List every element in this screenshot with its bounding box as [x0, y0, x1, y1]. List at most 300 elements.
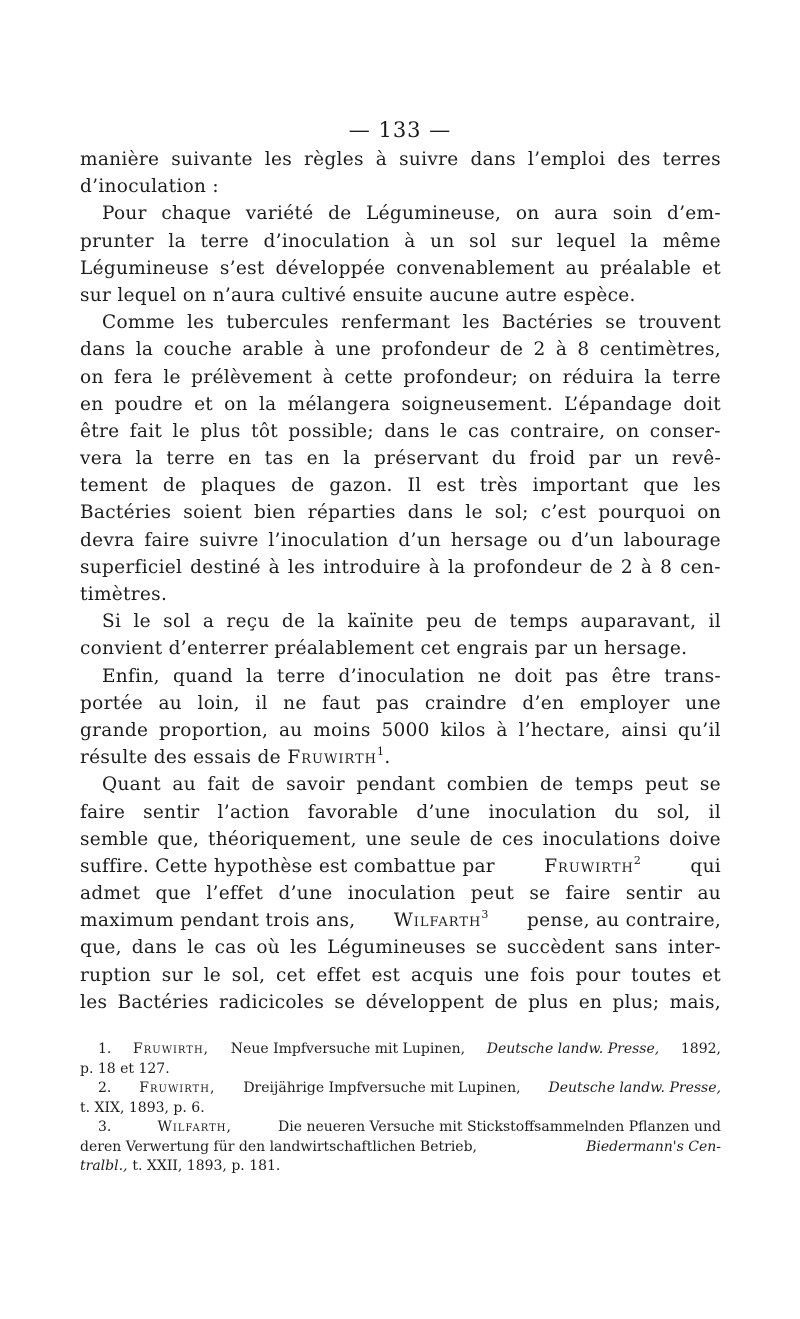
word: savoir	[286, 774, 345, 796]
footnote-journal: Deutsche landw. Presse,	[486, 1041, 660, 1057]
word: vera	[80, 448, 123, 470]
word: ne	[283, 692, 307, 714]
word: terres	[662, 149, 721, 170]
word: toutes	[631, 964, 692, 986]
word: semble	[80, 828, 149, 850]
word: on	[224, 393, 248, 415]
word: le	[133, 611, 151, 633]
word: suivante	[171, 149, 253, 170]
word: sentir	[625, 883, 683, 905]
word: devra	[80, 529, 135, 551]
word: gazon.	[329, 475, 393, 497]
word: de	[473, 611, 498, 633]
author-name-text: Fruwirth	[544, 855, 634, 877]
word: L’épandage	[564, 393, 673, 415]
word: labourage	[623, 529, 721, 551]
author-name	[287, 744, 390, 771]
word: terre	[166, 448, 215, 470]
word: doive	[669, 828, 721, 850]
word: proportion,	[158, 719, 269, 741]
word: on	[697, 502, 721, 524]
word: cet	[276, 964, 306, 986]
word: Il	[407, 475, 422, 497]
word: d’une	[278, 883, 333, 905]
word: un	[634, 448, 659, 470]
word: le	[187, 937, 205, 959]
word: la	[644, 366, 663, 388]
word: théoriquement,	[207, 828, 357, 850]
word: les	[287, 556, 316, 578]
footnote-1-cont	[80, 1060, 721, 1080]
footnote-pages: t. XIX, 1893, p. 6.	[80, 1099, 205, 1116]
word: poudre	[114, 393, 183, 415]
word: Comme	[102, 312, 175, 334]
word: on	[528, 366, 553, 388]
word: mais,	[669, 991, 721, 1013]
word: terre	[672, 366, 721, 388]
word: le	[163, 366, 181, 388]
word: une	[335, 339, 372, 361]
word: cas	[467, 420, 500, 442]
text-line	[80, 690, 721, 717]
word: Bactéries	[501, 312, 594, 334]
word: par	[588, 448, 622, 470]
word: 2	[620, 556, 633, 578]
word: cas	[214, 937, 247, 959]
word: trouvent	[638, 312, 721, 334]
word: la	[246, 665, 264, 687]
word: portée	[80, 692, 143, 714]
word: d’en	[522, 692, 565, 714]
word: Pour	[102, 203, 147, 225]
word: pendant	[356, 774, 436, 796]
word: dans	[131, 937, 178, 959]
footnote-3	[80, 1118, 721, 1138]
word: de	[251, 774, 275, 796]
text-line	[80, 472, 721, 499]
word: pas	[565, 665, 599, 687]
word: que,	[157, 828, 200, 850]
word: inoculation	[347, 883, 456, 905]
word: ne	[477, 665, 502, 687]
word: on	[80, 366, 104, 388]
footnote-author: Fruwirth,	[133, 1041, 210, 1057]
word: une	[483, 964, 520, 986]
footnote-number: 3.	[98, 1119, 112, 1135]
word: tubercules	[226, 312, 329, 334]
text-line	[80, 336, 721, 363]
text-line	[80, 309, 721, 336]
text-line	[80, 255, 721, 282]
footnote-3-cont	[80, 1157, 721, 1177]
word: mélangera	[287, 393, 391, 415]
word: Enfin,	[102, 665, 160, 687]
word: faire	[565, 883, 611, 905]
word: Quant	[102, 774, 161, 796]
word: fera	[114, 366, 153, 388]
word: pourquoi	[598, 502, 686, 524]
text-line: convient d’enterrer préalablement cet engrais par un hersage.	[80, 638, 688, 660]
word: le	[203, 964, 222, 986]
word: la	[630, 230, 649, 252]
main-text	[80, 146, 721, 1016]
word: est	[371, 964, 401, 986]
word: à	[268, 556, 281, 578]
footnote-pages: t. XXII, 1893, p. 181.	[132, 1158, 281, 1174]
word: Si	[102, 611, 122, 633]
footnote-1	[80, 1040, 721, 1060]
word: être	[80, 420, 120, 442]
word: de	[494, 991, 518, 1013]
footnote-ref: 1	[377, 745, 385, 759]
word: suivre	[199, 529, 259, 551]
word: en	[228, 448, 252, 470]
word: se	[529, 883, 551, 905]
word: au	[158, 692, 182, 714]
word: on	[515, 203, 540, 225]
word: destiné	[190, 556, 261, 578]
text-segment: qui	[690, 855, 721, 877]
text-segment: suffire. Cette hypothèse est combattue par	[80, 855, 495, 877]
word: à	[404, 230, 416, 252]
word: introduire	[323, 556, 421, 578]
word: possible;	[288, 420, 374, 442]
word: plus	[528, 991, 569, 1013]
word: kilos	[440, 719, 486, 741]
word: de	[291, 475, 315, 497]
word: que,	[80, 937, 122, 959]
footnote-3-cont	[80, 1138, 721, 1158]
word: Bactéries	[80, 502, 172, 524]
word: trans-	[664, 665, 721, 687]
word: est	[436, 475, 465, 497]
word: inter-	[667, 937, 721, 959]
word: très	[479, 475, 518, 497]
word: l’action	[217, 801, 290, 823]
footnote-title: Die neueren Versuche mit Stickstoffsammelnden Pflanzen und	[278, 1119, 721, 1135]
word: radicicoles	[219, 991, 325, 1013]
word: faut	[322, 692, 361, 714]
word: réduira	[562, 366, 635, 388]
word: la	[168, 230, 186, 252]
word: fait	[129, 420, 163, 442]
word: peu	[426, 611, 462, 633]
word: kaïnite	[347, 611, 414, 633]
footnote-pages: p. 18 et 127.	[80, 1060, 170, 1077]
word: bien	[253, 502, 296, 524]
word: l’effet	[206, 883, 264, 905]
text-line	[80, 146, 721, 173]
word: pas	[376, 692, 410, 714]
word: plus;	[612, 991, 660, 1013]
author-name-text: Fruwirth	[287, 747, 378, 769]
word: le	[440, 420, 458, 442]
word: dans	[384, 420, 430, 442]
word: les	[80, 991, 108, 1013]
word: être	[611, 665, 652, 687]
word: dans	[407, 502, 454, 524]
word: à	[640, 556, 653, 578]
word: à	[322, 366, 334, 388]
author-name	[544, 853, 641, 880]
word: employer	[579, 692, 670, 714]
page-number: — 133 —	[348, 118, 452, 142]
word: peut	[645, 774, 689, 796]
word: à	[313, 339, 326, 361]
word: loin,	[197, 692, 240, 714]
word: couche	[163, 339, 232, 361]
word: les	[693, 475, 721, 497]
word: revê-	[672, 448, 721, 470]
word: d’inoculation	[338, 665, 465, 687]
word: la	[258, 393, 277, 415]
word: reçu	[226, 611, 270, 633]
word: doit	[514, 665, 553, 687]
text-segment: résulte des essais de	[80, 747, 281, 769]
word: au	[565, 257, 590, 279]
word: et	[194, 393, 214, 415]
word: profondeur	[381, 339, 490, 361]
word: froid	[529, 448, 576, 470]
word: profondeur	[473, 556, 582, 578]
word: s’est	[219, 257, 265, 279]
word: de	[469, 828, 494, 850]
word: d’em-	[666, 203, 721, 225]
word: 5000	[381, 719, 430, 741]
text-line	[80, 717, 721, 744]
word: la	[317, 611, 336, 633]
word: quand	[172, 665, 233, 687]
text-line	[80, 934, 721, 961]
text-line	[80, 445, 721, 472]
word: d’un	[398, 529, 442, 551]
word: ruption	[80, 964, 152, 986]
word: soin	[612, 203, 653, 225]
text-line	[80, 880, 721, 907]
word: qu’il	[677, 719, 721, 741]
word: terre	[200, 230, 249, 252]
word: effet	[316, 964, 361, 986]
word: sol,	[231, 964, 266, 986]
footnote-journal: Deutsche landw. Presse,	[548, 1080, 721, 1096]
word: tas	[264, 448, 294, 470]
word: sol	[163, 611, 191, 633]
text-segment: pense, au contraire,	[526, 910, 721, 932]
word: seule	[410, 828, 461, 850]
footnote-number: 1.	[98, 1041, 112, 1057]
word: craindre	[424, 692, 507, 714]
word: de	[162, 475, 187, 497]
word: à	[496, 719, 508, 741]
text-line	[80, 418, 721, 445]
word: où	[256, 937, 281, 959]
word: soigneusement.	[401, 393, 554, 415]
word: une	[685, 692, 721, 714]
word: aura	[554, 203, 599, 225]
word: au	[172, 774, 196, 796]
word: acquis	[410, 964, 474, 986]
word: grande	[80, 719, 149, 741]
word: suivre	[399, 149, 459, 170]
word: a	[202, 611, 215, 633]
word: succèdent	[506, 937, 605, 959]
word: moins	[313, 719, 371, 741]
word: en	[578, 991, 603, 1013]
word: et	[702, 257, 721, 279]
word: d’une	[416, 801, 471, 823]
word: convenablement	[396, 257, 555, 279]
word: développée	[275, 257, 386, 279]
text-line	[80, 826, 721, 853]
word: se	[475, 937, 497, 959]
word: terre	[276, 665, 326, 687]
word: de	[540, 774, 564, 796]
text-line: d’inoculation :	[80, 176, 219, 198]
word: fait	[207, 774, 240, 796]
word: il	[255, 692, 268, 714]
word: variété	[245, 203, 314, 225]
word: sol	[469, 230, 497, 252]
word: cette	[344, 366, 393, 388]
word: de	[281, 611, 306, 633]
word: les	[264, 149, 292, 170]
text-line	[80, 554, 721, 581]
word: des	[617, 149, 651, 170]
word: prunter	[80, 230, 154, 252]
word: au	[697, 883, 721, 905]
text-line	[80, 744, 721, 771]
word: les	[289, 937, 318, 959]
word: la	[447, 556, 466, 578]
word: doit	[683, 393, 721, 415]
word: développent	[365, 991, 485, 1013]
word: c’est	[540, 502, 587, 524]
word: Bactéries	[117, 991, 209, 1013]
footnote-number: 2.	[98, 1080, 112, 1096]
word: inoculation	[488, 801, 597, 823]
word: hersage	[450, 529, 529, 551]
word: un	[430, 230, 455, 252]
word: ainsi	[621, 719, 668, 741]
text-line	[80, 499, 721, 526]
word: du	[614, 801, 639, 823]
word: que	[155, 883, 192, 905]
text-line	[80, 527, 721, 554]
footnotes	[80, 1040, 721, 1177]
word: profondeur;	[403, 366, 519, 388]
word: soient	[183, 502, 242, 524]
word: sentir	[143, 801, 200, 823]
text-line	[80, 962, 721, 989]
word: peut	[470, 883, 515, 905]
word: sol;	[494, 502, 529, 524]
word: on	[615, 420, 640, 442]
word: le	[465, 502, 483, 524]
word: favorable	[307, 801, 399, 823]
word: sans	[614, 937, 658, 959]
text-line	[80, 391, 721, 418]
word: l’inoculation	[268, 529, 389, 551]
word: l’hectare,	[518, 719, 611, 741]
word: il	[708, 801, 721, 823]
word: 2	[533, 339, 546, 361]
word: que	[643, 475, 679, 497]
word: d’un	[571, 529, 614, 551]
word: faire	[144, 529, 190, 551]
word: dans	[470, 149, 516, 170]
word: se	[605, 312, 627, 334]
footnote-journal: tralbl.,	[80, 1158, 128, 1174]
text-segment: maximum pendant trois ans,	[80, 910, 356, 932]
word: temps	[574, 774, 634, 796]
word: l’emploi	[527, 149, 606, 170]
word: centimètres,	[599, 339, 721, 361]
word: tôt	[251, 420, 279, 442]
word: arable	[242, 339, 304, 361]
word: la	[343, 448, 361, 470]
word: renfermant	[341, 312, 451, 334]
author-name-text: Wilfarth	[393, 910, 482, 932]
word: il	[708, 611, 721, 633]
word: temps	[509, 611, 569, 633]
word: réparties	[307, 502, 396, 524]
word: de	[328, 203, 352, 225]
word: inoculations	[542, 828, 661, 850]
text-line	[80, 799, 721, 826]
word: 8	[660, 556, 673, 578]
word: le	[172, 420, 190, 442]
word: lequel	[556, 230, 617, 252]
word: au	[278, 719, 303, 741]
word: fois	[530, 964, 565, 986]
word: les	[186, 312, 215, 334]
word: de	[499, 339, 524, 361]
word: Légumineuses	[327, 937, 466, 959]
text-line	[80, 228, 721, 255]
word: du	[491, 448, 517, 470]
word: conser-	[649, 420, 721, 442]
text-line	[80, 989, 721, 1016]
word: manière	[80, 149, 160, 170]
word: préalable	[600, 257, 692, 279]
word: règles	[303, 149, 364, 170]
word: important	[532, 475, 629, 497]
text-line: sur lequel on n’aura cultivé ensuite aucune autre espèce.	[80, 284, 636, 306]
text-line: timètres.	[80, 584, 168, 605]
footnote-2	[80, 1079, 721, 1099]
footnote-author: Fruwirth,	[139, 1080, 216, 1096]
text-line	[80, 200, 721, 227]
word: de	[589, 556, 614, 578]
word: 8	[577, 339, 590, 361]
word: dans	[80, 339, 126, 361]
word: préservant	[374, 448, 479, 470]
word: admet	[80, 883, 141, 905]
word: pour	[575, 964, 621, 986]
word: sur	[161, 964, 193, 986]
footnote-title: Dreijährige Impfversuche mit Lupinen,	[243, 1080, 521, 1096]
word: à	[375, 149, 388, 170]
word: plus	[200, 420, 241, 442]
word: même	[662, 230, 721, 252]
word: se	[334, 991, 356, 1013]
word: auparavant,	[580, 611, 697, 633]
word: cen-	[680, 556, 721, 578]
word: sur	[511, 230, 543, 252]
footnote-journal: Biedermann's Cen-	[586, 1138, 721, 1155]
footnote-year: 1892,	[680, 1041, 721, 1057]
text-line	[80, 364, 721, 391]
